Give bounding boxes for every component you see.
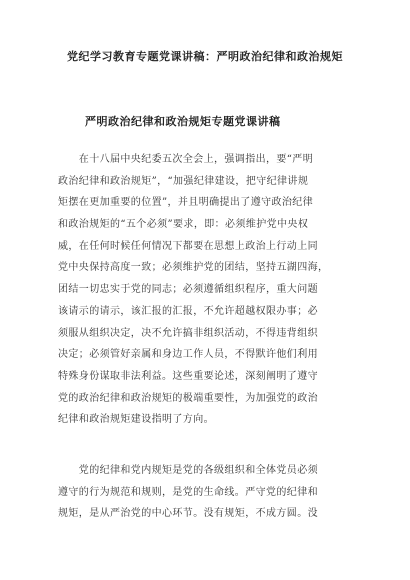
paragraph-line: 政治纪律和政治规矩”，“加强纪律建设，把守纪律讲规 bbox=[58, 175, 309, 187]
paragraph-line: 党的纪律和党内规矩是党的各级组织和全体党员必须 bbox=[58, 465, 318, 476]
paragraph-line: 该请示的请示，该汇报的汇报，不允许超越权限办事；必 bbox=[58, 305, 318, 317]
speech-title: 严明政治纪律和政治规矩专题党课讲稿 bbox=[85, 115, 281, 128]
paragraph-line: 和政治规矩的“五个必须”要求，即：必须维护党中央权 bbox=[58, 219, 309, 231]
paragraph-line: 特殊身份谋取非法利益。这些重要论述，深刻阐明了遵守 bbox=[58, 370, 318, 382]
paragraph-line: 决定；必须管好亲属和身边工作人员，不得默许他们利用 bbox=[58, 349, 318, 361]
document-title: 党纪学习教育专题党课讲稿：严明政治纪律和政治规矩 bbox=[67, 50, 343, 63]
paragraph-line: 规矩，是从严治党的中心环节。没有规矩，不成方圆。没 bbox=[58, 508, 318, 520]
paragraph-line: 党中央保持高度一致；必须维护党的团结，坚持五湖四海， bbox=[58, 262, 329, 274]
paragraph-line: 遵守的行为规范和规则，是党的生命线。严守党的纪律和 bbox=[58, 486, 318, 498]
body-paragraph-2 bbox=[58, 460, 358, 525]
paragraph-line: 团结一切忠实于党的同志；必须遵循组织程序，重大问题 bbox=[58, 284, 318, 296]
paragraph-line: 在十八届中央纪委五次全会上，强调指出，要“严明 bbox=[58, 154, 314, 165]
paragraph-line: 党的政治纪律和政治规矩的极端重要性，为加强党的政治 bbox=[58, 392, 318, 404]
paragraph-line: 威，在任何时候任何情况下都要在思想上政治上行动上同 bbox=[58, 240, 318, 252]
body-paragraph-1 bbox=[58, 149, 358, 431]
paragraph-line: 纪律和政治规矩建设指明了方向。 bbox=[58, 414, 214, 426]
paragraph-line: 矩摆在更加重要的位置”，并且明确提出了遵守政治纪律 bbox=[58, 197, 314, 209]
paragraph-line: 须服从组织决定，决不允许搞非组织活动，不得违背组织 bbox=[58, 327, 318, 339]
